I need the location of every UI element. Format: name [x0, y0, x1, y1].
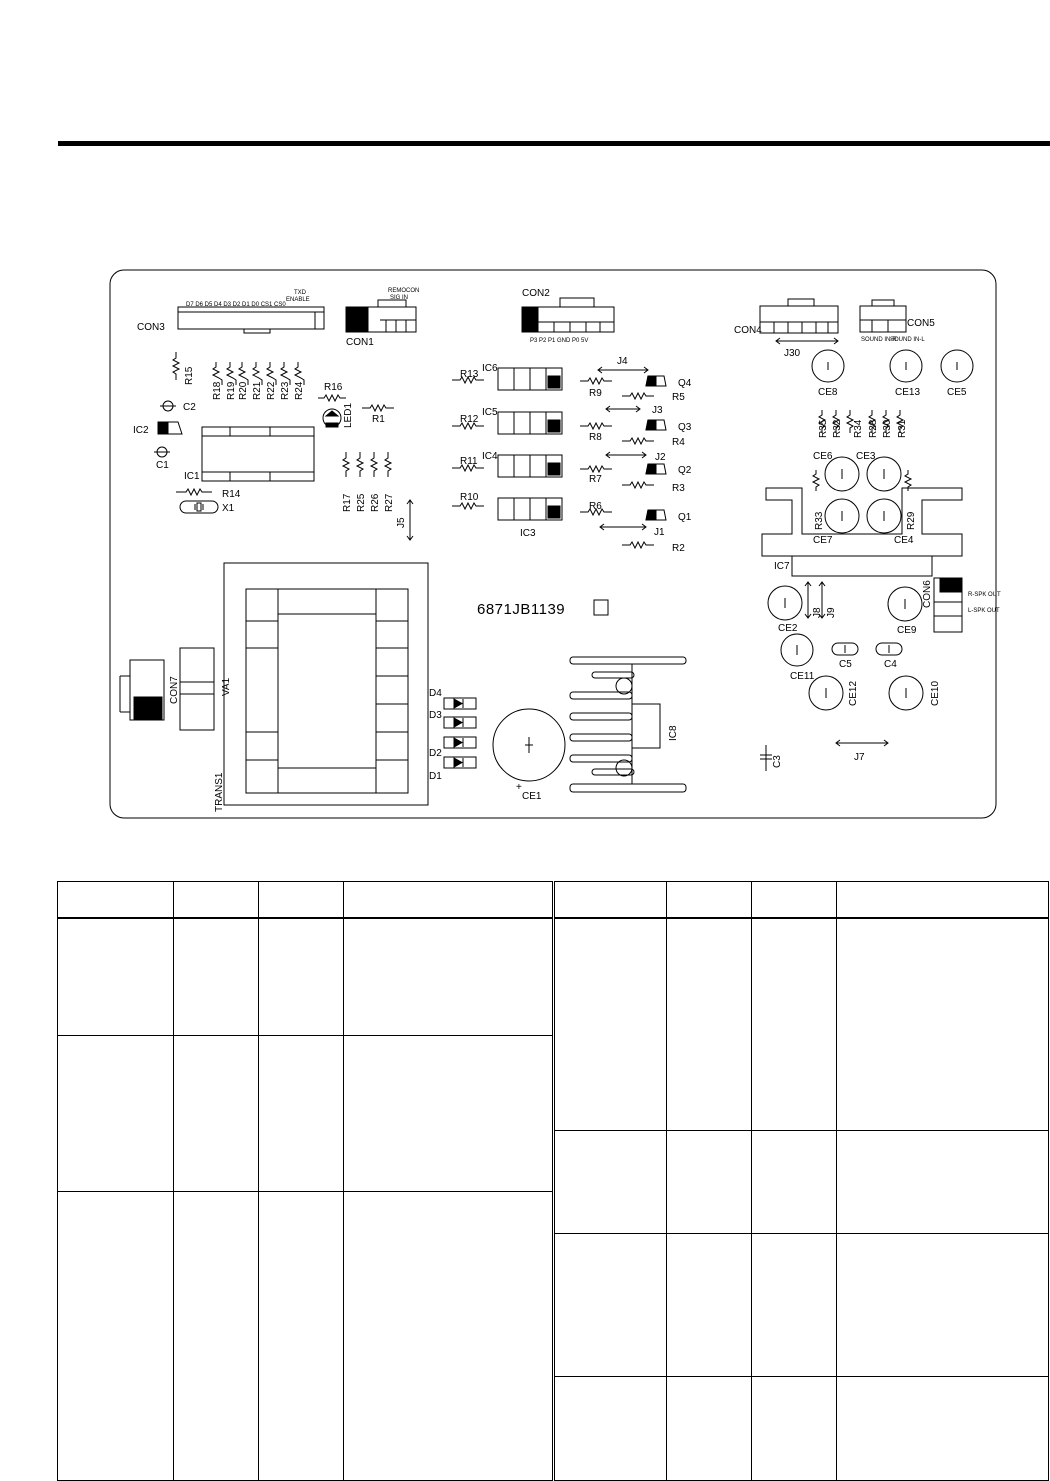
- r15-label: R15: [184, 366, 195, 385]
- ic7-amplifier-heatsink: [762, 488, 962, 576]
- ic3-label: IC3: [520, 528, 536, 539]
- table-cell: [344, 1191, 554, 1480]
- q2-transistor: [646, 464, 666, 474]
- va1-varistor: [180, 648, 214, 730]
- con5-sound-r-label: SOUND IN-R: [861, 337, 897, 343]
- r3-label: R3: [672, 483, 685, 494]
- con3-connector: [178, 307, 324, 333]
- ic5-label: IC5: [482, 407, 498, 418]
- r1-resistor: [362, 405, 394, 411]
- ic1-label: IC1: [184, 471, 200, 482]
- board-part-number: 6871JB1139: [477, 601, 566, 618]
- con6-r-spk-label: R-SPK OUT: [968, 592, 1001, 598]
- ce5-label: CE5: [947, 387, 967, 398]
- j9-label: J9: [826, 607, 837, 618]
- r35-label: R35: [818, 419, 829, 438]
- r14-label: R14: [222, 489, 241, 500]
- va1-label: VA1: [221, 677, 232, 696]
- ce11-capacitor: [781, 634, 813, 666]
- r27-label: R27: [384, 493, 395, 512]
- d1-diode: [444, 757, 476, 768]
- con3-txd-label: TXD: [294, 290, 306, 296]
- r7-resistor: [580, 466, 612, 472]
- ce6-label: CE6: [813, 451, 833, 462]
- table-cell: [837, 1376, 1049, 1480]
- table-cell: [58, 882, 174, 919]
- d1-label: D1: [429, 771, 442, 782]
- q4-label: Q4: [678, 378, 692, 389]
- r34-label: R34: [853, 419, 864, 438]
- r31-label: R31: [897, 419, 908, 438]
- table-cell: [174, 882, 259, 919]
- table-cell: [344, 918, 554, 1035]
- trans1-transformer: [224, 563, 428, 805]
- board-outline: [110, 270, 996, 818]
- table-cell: [259, 918, 344, 1035]
- con2-pins-label: P3 P2 P1 GND P0 5V: [530, 338, 589, 344]
- d3-label: D3: [429, 710, 442, 721]
- r8-resistor: [580, 423, 612, 429]
- ce7-label: CE7: [813, 535, 833, 546]
- ic8-label: IC8: [668, 725, 679, 741]
- r29-label: R29: [906, 511, 917, 530]
- r19-label: R19: [226, 381, 237, 400]
- ce12-capacitor: [809, 676, 843, 710]
- ce11-label: CE11: [790, 671, 815, 682]
- table-cell: [174, 1035, 259, 1191]
- r16-resistor: [318, 395, 346, 401]
- ce8-capacitor: [812, 350, 844, 382]
- q1-transistor: [646, 510, 666, 520]
- ce13-capacitor: [890, 350, 922, 382]
- r6-label: R6: [589, 501, 602, 512]
- r20-label: R20: [238, 381, 249, 400]
- ic4-label: IC4: [482, 451, 498, 462]
- d2-diode: [444, 737, 476, 748]
- ce4-capacitor: [867, 499, 901, 533]
- r9-label: R9: [589, 388, 602, 399]
- con6-label: CON6: [922, 580, 933, 608]
- table-cell: [344, 1035, 554, 1191]
- table-cell: [752, 1233, 837, 1376]
- r33-label: R33: [814, 511, 825, 530]
- c3-label: C3: [772, 755, 783, 768]
- table-cell: [667, 918, 752, 1130]
- j30-label: J30: [784, 348, 801, 359]
- table-cell: [58, 1191, 174, 1480]
- r7-label: R7: [589, 474, 602, 485]
- ce10-label: CE10: [930, 680, 941, 706]
- table-cell: [259, 1035, 344, 1191]
- c2-label: C2: [183, 402, 196, 413]
- r22-label: R22: [266, 381, 277, 400]
- parts-table: [57, 881, 1049, 1481]
- con6-speaker-connector: [934, 578, 962, 632]
- table-cell: [667, 1130, 752, 1233]
- ce6-capacitor: [825, 457, 859, 491]
- c4-label: C4: [884, 659, 897, 670]
- table-cell: [554, 1130, 667, 1233]
- table-cell: [259, 882, 344, 919]
- c1-label: C1: [156, 460, 169, 471]
- table-cell: [554, 1376, 667, 1480]
- r30-label: R30: [882, 419, 893, 438]
- parts-table-header-row: [58, 882, 1049, 919]
- r32-label: R32: [832, 419, 843, 438]
- con1-remocon-label: REMOCON: [388, 288, 420, 294]
- d4-label: D4: [429, 688, 442, 699]
- table-row: [58, 918, 1049, 1035]
- ic6-label: IC6: [482, 363, 498, 374]
- ce5-capacitor: [941, 350, 973, 382]
- r28-label: R28: [868, 419, 879, 438]
- r15-resistor: [173, 352, 179, 380]
- table-cell: [58, 918, 174, 1035]
- ce2-capacitor: [768, 586, 802, 620]
- r9-resistor: [580, 378, 612, 384]
- table-cell: [837, 1233, 1049, 1376]
- r24-label: R24: [294, 381, 305, 400]
- d4-diode: [444, 698, 476, 709]
- ce3-label: CE3: [856, 451, 876, 462]
- r16-label: R16: [324, 382, 343, 393]
- r1-label: R1: [372, 414, 385, 425]
- ic8-heatsink: [570, 657, 686, 792]
- r25-label: R25: [356, 493, 367, 512]
- trans1-label: TRANS1: [214, 772, 225, 812]
- table-cell: [752, 882, 837, 919]
- table-cell: [837, 1130, 1049, 1233]
- r5-label: R5: [672, 392, 685, 403]
- table-cell: [752, 1130, 837, 1233]
- table-cell: [554, 918, 667, 1130]
- con1-sig-label: SIG IN: [390, 295, 409, 301]
- d2-label: D2: [429, 748, 442, 759]
- r17-label: R17: [342, 493, 353, 512]
- ce2-label: CE2: [778, 623, 798, 634]
- r4-resistor: [622, 438, 654, 444]
- table-cell: [837, 882, 1049, 919]
- resistor-bank-r17-r27: [343, 452, 391, 477]
- table-cell: [667, 1233, 752, 1376]
- con4-connector: [760, 299, 838, 333]
- ce13-label: CE13: [895, 387, 921, 398]
- table-cell: [554, 882, 667, 919]
- con5-connector: [860, 300, 906, 332]
- r3-resistor: [622, 482, 654, 488]
- r12-label: R12: [460, 414, 479, 425]
- j2-label: J2: [655, 452, 666, 463]
- con3-label: CON3: [137, 322, 165, 333]
- ce3-capacitor: [867, 457, 901, 491]
- con1-connector: [346, 300, 416, 332]
- ce10-capacitor: [889, 676, 923, 710]
- q3-label: Q3: [678, 422, 692, 433]
- table-cell: [752, 1376, 837, 1480]
- led1-label: LED1: [343, 402, 354, 428]
- table-cell: [667, 882, 752, 919]
- revision-box: [594, 600, 608, 615]
- d3-diode: [444, 717, 476, 728]
- con6-l-spk-label: L-SPK OUT: [968, 608, 1000, 614]
- q1-label: Q1: [678, 512, 692, 523]
- con7-power-connector: [120, 660, 164, 720]
- table-cell: [174, 918, 259, 1035]
- r18-label: R18: [212, 381, 223, 400]
- j4-label: J4: [617, 356, 628, 367]
- con5-sound-l-label: SOUND IN-L: [890, 337, 925, 343]
- ic1-chip: [202, 427, 314, 481]
- r14-resistor: [176, 489, 212, 495]
- r2-resistor: [622, 542, 654, 548]
- con5-label: CON5: [907, 318, 935, 329]
- r21-label: R21: [252, 381, 263, 400]
- q4-transistor: [646, 376, 666, 386]
- j3-label: J3: [652, 405, 663, 416]
- svg-text:+: +: [516, 782, 522, 793]
- con2-label: CON2: [522, 288, 550, 299]
- c3-capacitor: [760, 745, 772, 771]
- resistor-bank-r18-r24: [213, 362, 304, 385]
- ic2-label: IC2: [133, 425, 149, 436]
- q3-transistor: [646, 420, 666, 430]
- x1-label: X1: [222, 503, 235, 514]
- table-cell: [837, 918, 1049, 1130]
- con2-connector: [522, 298, 614, 332]
- ce12-label: CE12: [848, 680, 859, 706]
- table-cell: [752, 918, 837, 1130]
- con7-label: CON7: [169, 676, 180, 704]
- table-cell: [259, 1191, 344, 1480]
- ic7-label: IC7: [774, 561, 790, 572]
- table-cell: [344, 882, 554, 919]
- con4-label: CON4: [734, 325, 762, 336]
- r33-resistor: [813, 470, 819, 491]
- c5-label: C5: [839, 659, 852, 670]
- r2-label: R2: [672, 543, 685, 554]
- con3-enable-label: ENABLE: [286, 297, 310, 303]
- table-cell: [554, 1233, 667, 1376]
- con3-pins-label: D7 D6 D5 D4 D3 D2 D1 D0 CS1 CS0: [186, 302, 286, 308]
- r10-label: R10: [460, 492, 479, 503]
- j1-label: J1: [654, 527, 665, 538]
- table-cell: [58, 1035, 174, 1191]
- q2-label: Q2: [678, 465, 692, 476]
- j5-label: J5: [396, 517, 407, 528]
- table-cell: [667, 1376, 752, 1480]
- ce9-label: CE9: [897, 625, 917, 636]
- j8-label: J8: [812, 607, 823, 618]
- r23-label: R23: [280, 381, 291, 400]
- r5-resistor: [622, 393, 654, 399]
- r8-label: R8: [589, 432, 602, 443]
- r26-label: R26: [370, 493, 381, 512]
- ce9-capacitor: [888, 587, 922, 621]
- table-cell: [174, 1191, 259, 1480]
- r13-label: R13: [460, 369, 479, 380]
- ce7-capacitor: [825, 499, 859, 533]
- ce8-label: CE8: [818, 387, 838, 398]
- j7-label: J7: [854, 752, 865, 763]
- r11-label: R11: [460, 456, 478, 467]
- ce4-label: CE4: [894, 535, 914, 546]
- con1-label: CON1: [346, 337, 374, 348]
- r4-label: R4: [672, 437, 685, 448]
- ce1-label: CE1: [522, 791, 542, 802]
